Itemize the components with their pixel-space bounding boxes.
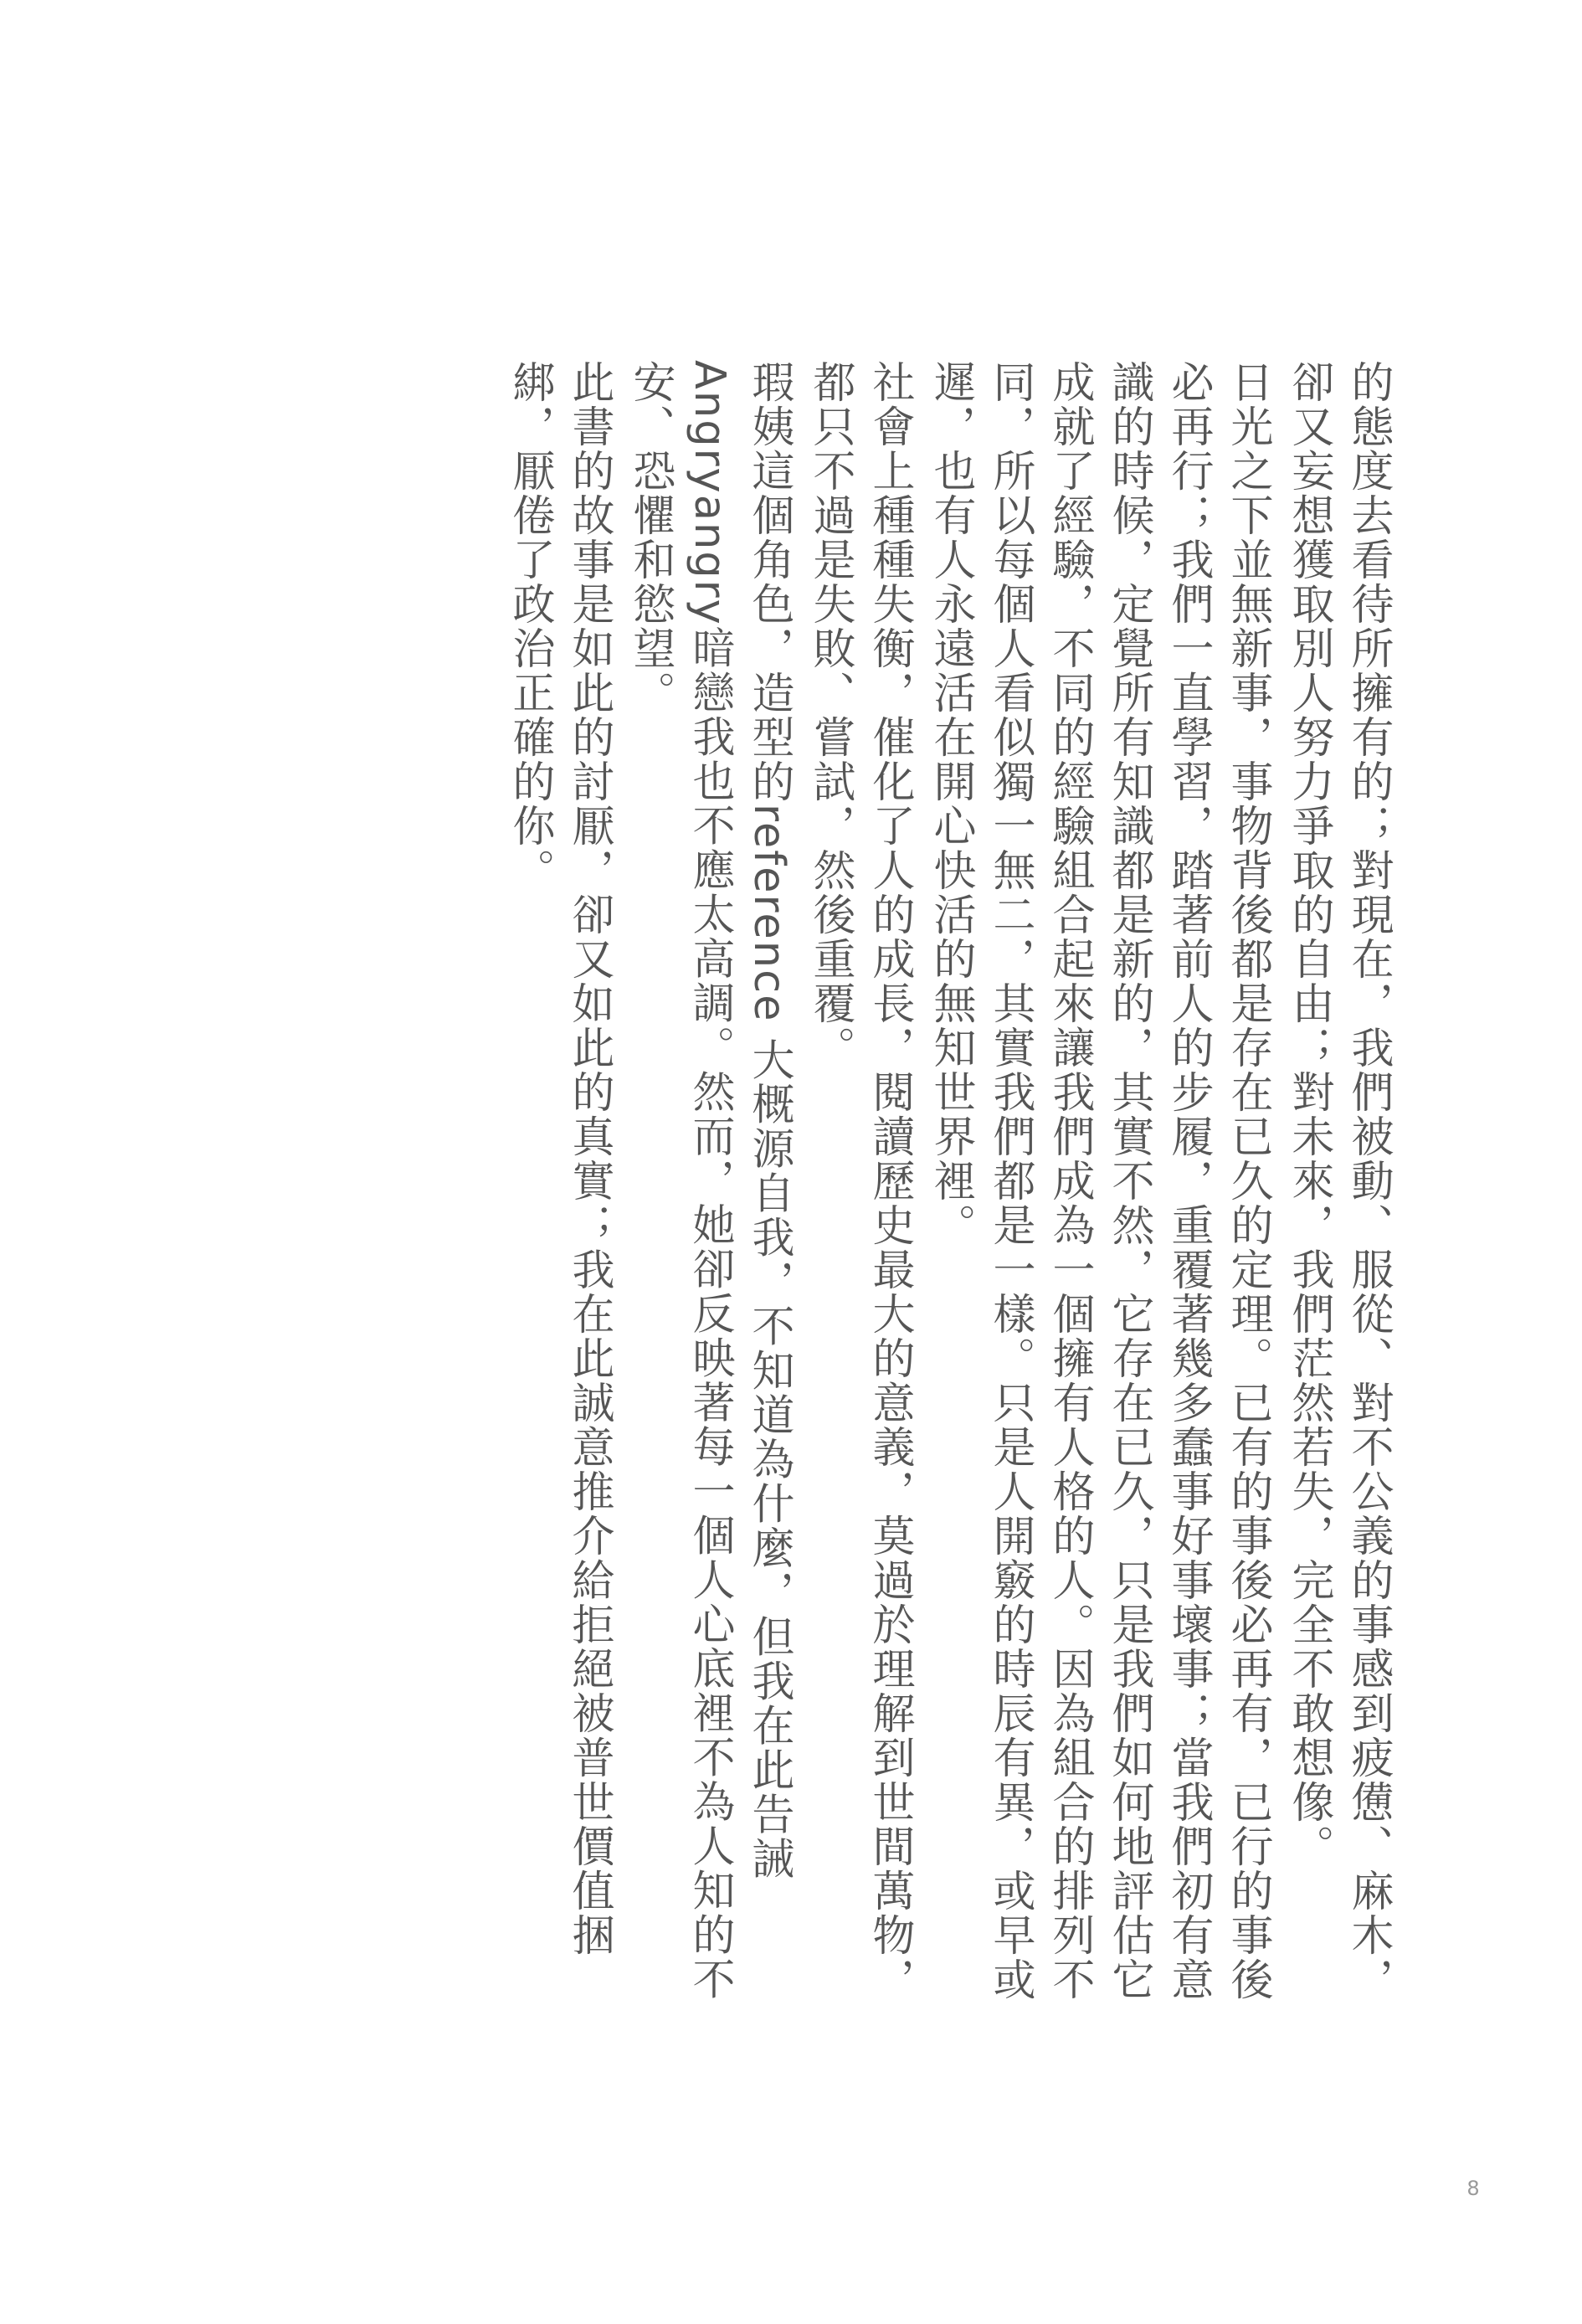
paragraph-4: 瑕姨這個角色，造型的reference 大概源自我，不知道為什麼，但我在此告誡Angryangry暗戀我也不應太高調。然而，她卻反映著每一個人心底裡不為人知的不安、恐懼和慾望。 [625,360,794,2002]
paragraph-3: 社會上種種失衡，催化了人的成長，閱讀歷史最大的意義，莫過於理解到世間萬物，都只不過是失敗、嘗試，然後重覆。 [805,360,914,2002]
paragraph-1: 的態度去看待所擁有的；對現在，我們被動、服從、對不公義的事感到疲憊、麻木，卻又妄想獲取別人努力爭取的自由；對未來，我們茫然若失，完全不敢想像。 [1284,360,1393,2002]
vertical-text-body [226,360,1398,2018]
page-number: 8 [1466,2177,1480,2200]
paragraph-2: 日光之下並無新事，事物背後都是存在已久的定理。已有的事後必再有，已行的事後必再行；我們一直學習，踏著前人的步履，重覆著幾多蠢事好事壞事；當我們初有意識的時候，定覺所有知識都是新的，其實不然，它存在已久，只是我們如何地評估它成就了經驗，不同的經驗組合起來讓我們成為一個擁有人格的人。因為組合的排列不同，所以每個人看似獨一無二，其實我們都是一樣。只是人開竅的時辰有異，或早或遲，也有人永遠活在開心快活的無知世界裡。 [926,360,1272,2002]
paragraph-5: 此書的故事是如此的討厭，卻又如此的真實；我在此誠意推介給拒絕被普世價值捆綁，厭倦了政治正確的你。 [505,360,614,1957]
